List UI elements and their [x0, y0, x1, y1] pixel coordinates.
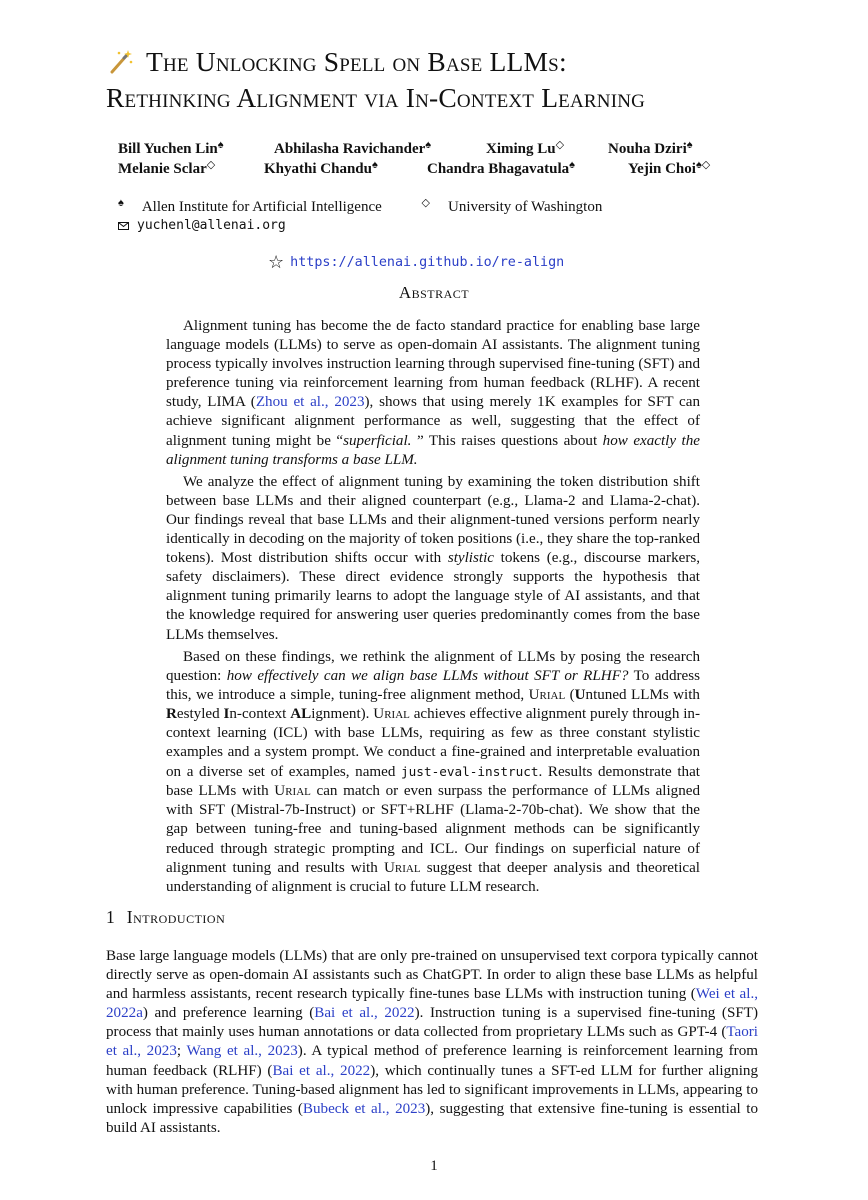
citation-author[interactable]: Wei et al.: [695, 986, 755, 1003]
author-name: Melanie Sclar: [118, 161, 207, 177]
author-name: Bill Yuchen Lin: [118, 141, 218, 157]
method-name: Urial: [274, 783, 311, 800]
citation-separator: ,: [374, 1005, 385, 1022]
abstract-text: tokens (e.g., discourse markers, safety disclaimers). These direct evidence strongly supports the hypothesis that alignment tuning primarily learns to adopt the language style of AI assistants, and that the knowledge required for answering user queries predominantly comes from the base LLMs themselves.: [166, 550, 700, 643]
author-name: Chandra Bhagavatula: [427, 161, 570, 177]
emphasis-text: how exactly the alignment tuning transforms a base LLM.: [166, 432, 700, 468]
citation-year[interactable]: 2022: [340, 1062, 371, 1079]
abstract-text: ” This raises questions about: [411, 432, 603, 449]
affiliations: [118, 196, 638, 219]
author-affiliation-mark: ♠◇: [695, 159, 711, 171]
citation-author[interactable]: Wang et al.: [186, 1043, 259, 1060]
author-affiliation-mark: ♠: [371, 159, 378, 171]
affiliation: [422, 199, 621, 215]
abstract-paragraph: [166, 473, 700, 645]
author: [608, 139, 693, 160]
method-name: Urial: [383, 859, 421, 876]
citation-year[interactable]: 2023: [146, 1043, 177, 1060]
body-text: ). A typical method of preference learning is reinforcement learning from human feedback (RLHF) (: [106, 1043, 758, 1079]
star-icon: ☆: [268, 252, 285, 273]
project-url[interactable]: https://allenai.github.io/re-align: [290, 255, 565, 270]
abstract-text: To address this, we introduce a simple, tuning-free alignment method,: [166, 667, 700, 703]
citation-author[interactable]: Bai et al.: [314, 1005, 374, 1022]
citation-year[interactable]: 2023: [334, 394, 365, 411]
section-heading: [106, 907, 225, 928]
title-line-1: [106, 44, 806, 80]
citation-author[interactable]: Zhou et al.: [255, 394, 325, 411]
citation-author[interactable]: Taori et al.: [106, 1024, 758, 1060]
introduction-paragraph: [106, 947, 758, 1138]
author-affiliation-mark: ♠: [569, 159, 575, 171]
citation-separator: ,: [385, 1100, 396, 1117]
abstract-text: achieves effective alignment purely through in-context learning (ICL) with base LLMs, requiring as few as three constant stylistic examples and a system prompt. We conduct a fine-grained and interpretable evaluation on a diverse set of examples, named: [166, 705, 700, 781]
section-title: Introduction: [126, 907, 226, 927]
abstract-text: estyled: [176, 705, 224, 722]
email-address[interactable]: yuchenl@allenai.org: [137, 218, 286, 233]
citation-year[interactable]: 2023: [395, 1100, 426, 1117]
author-affiliation-mark: ♠: [686, 139, 693, 151]
author: [118, 139, 224, 160]
author-name: Yejin Choi: [628, 161, 696, 177]
author-name: Nouha Dziri: [608, 141, 687, 157]
affiliation-name: Allen Institute for Artificial Intelligence: [141, 199, 382, 215]
abstract-text: n-context: [229, 705, 291, 722]
citation-separator: ,: [330, 1062, 341, 1079]
author-affiliation-mark: ◇: [555, 139, 565, 151]
paper-title: [106, 44, 806, 116]
author: [427, 159, 575, 180]
abstract-text: suggest that deeper analysis and theoretical understanding of alignment is crucial to future LLM research.: [166, 859, 700, 895]
title-text-line-1: The Unlocking Spell on Base LLMs:: [146, 46, 567, 77]
acronym-letter: U: [574, 686, 586, 703]
section-number: 1: [106, 907, 115, 927]
author-name: Khyathi Chandu: [264, 161, 372, 177]
citation-link[interactable]: [272, 1063, 370, 1079]
abstract-text: Alignment tuning has become the de facto standard practice for enabling base large language models (LLMs) to serve as open-domain AI assistants. The alignment tuning process typically involves instruction learning through supervised fine-tuning (SFT) and preference tuning via reinforcement learning from human feedback (RLHF). A recent study, LIMA (: [166, 318, 700, 411]
author: [274, 139, 431, 160]
affiliation: [118, 199, 400, 215]
citation-link[interactable]: [256, 394, 365, 410]
project-link[interactable]: [268, 252, 564, 273]
abstract-text: ignment).: [311, 705, 374, 722]
abstract-text: can match or even surpass the performance of LLMs aligned with SFT (Mistral-7b-Instruct) or SFT+RLHF (Llama-2-70b-chat). We show that the gap between tuning-free and tuning-based alignment methods can be significantly reduced through strategic prompting and ICL. Our findings on superficial nature of alignment tuning and results with: [166, 783, 700, 876]
citation-author[interactable]: Bai et al.: [272, 1062, 331, 1079]
magic-wand-icon: [106, 48, 134, 76]
acronym-letter: I: [223, 705, 230, 722]
emphasis-text: superficial.: [343, 432, 412, 449]
contact-email: [118, 218, 286, 233]
abstract-text: . Results demonstrate that base LLMs with: [166, 764, 700, 800]
citation-link[interactable]: [314, 1005, 414, 1021]
affiliation-name: University of Washington: [447, 199, 603, 215]
author: [486, 139, 564, 160]
body-text: ) and preference learning (: [142, 1005, 315, 1022]
abstract-heading: Abstract: [398, 283, 470, 302]
citation-separator: ,: [258, 1043, 268, 1060]
body-text: Base large language models (LLMs) that are only pre-trained on unsupervised text corpora typically cannot directly serve as open-domain AI assistants such as ChatGPT. In order to align these base LLMs as helpful and harmless assistants, recent research typically fine-tunes base LLMs with instruction tuning (: [106, 948, 758, 1003]
author-affiliation-mark: ♠: [425, 139, 432, 151]
method-name: Urial: [528, 686, 566, 703]
abstract-paragraph: [166, 317, 700, 470]
author-affiliation-mark: ◇: [206, 159, 216, 171]
author-name: Abhilasha Ravichander: [274, 141, 426, 157]
body-text: ), which continually tunes a SFT-ed LLM for further aligning with human preference. Tuning-based alignment has led to significant improvements in LLMs, appearing to unlock impressive capabilities (: [106, 1062, 759, 1117]
abstract-text: ntuned LLMs with: [585, 686, 700, 703]
author-name: Ximing Lu: [486, 141, 556, 157]
citation-link[interactable]: [186, 1043, 297, 1059]
emphasis-text: how effectively can we align base LLMs without SFT or RLHF?: [226, 667, 629, 684]
citation-link[interactable]: [303, 1101, 425, 1117]
citation-separator: ,: [137, 1043, 147, 1060]
citation-author[interactable]: Bubeck et al.: [302, 1100, 386, 1117]
author: [264, 159, 378, 180]
envelope-icon: [118, 222, 129, 230]
abstract-text: ), shows that using merely 1K examples for SFT can achieve significant alignment performance as well, suggesting that the effect of alignment tuning might be “: [166, 394, 700, 449]
abstract-text: We analyze the effect of alignment tuning by examining the token distribution shift between base LLMs and their aligned counterpart (e.g., Llama-2 and Llama-2-chat). Our findings reveal that base LLMs and their alignment-tuned versions perform nearly identically in decoding on the majority of token positions (i.e., they share the top-ranked tokens). Most distribution shifts occur with: [166, 473, 701, 567]
acronym-letter: AL: [290, 705, 312, 722]
page-number: 1: [430, 1158, 438, 1174]
citation-separator: ,: [324, 394, 335, 411]
abstract-text: Based on these findings, we rethink the alignment of LLMs by posing the research question:: [166, 648, 700, 684]
emphasis-text: stylistic: [447, 550, 494, 567]
abstract-text: (: [565, 686, 575, 703]
dataset-name: just-eval-instruct: [401, 764, 539, 780]
author: [118, 159, 215, 180]
abstract: [166, 317, 700, 900]
affiliation-mark: ♠: [118, 197, 124, 209]
abstract-paragraph: [166, 648, 700, 897]
citation-year[interactable]: 2022: [384, 1005, 415, 1022]
affiliation-mark: ◇: [421, 197, 430, 209]
citation-separator: ,: [754, 986, 758, 1003]
title-text-line-2: Rethinking Alignment via In-Context Learning: [106, 82, 646, 113]
author-affiliation-mark: ♠: [217, 139, 224, 151]
citation-separator: ;: [176, 1043, 187, 1060]
citation-year[interactable]: 2023: [267, 1043, 298, 1060]
acronym-letter: R: [166, 705, 177, 722]
body-text: ), suggesting that extensive fine-tuning is essential to build AI assistants.: [106, 1100, 759, 1136]
body-text: ). Instruction tuning is a supervised fine-tuning (SFT) process that mainly uses human annotations or data collected from proprietary LLMs such as GPT-4 (: [106, 1005, 758, 1041]
citation-year[interactable]: 2022a: [106, 1005, 143, 1022]
author: [628, 159, 710, 180]
method-name: Urial: [373, 705, 410, 722]
